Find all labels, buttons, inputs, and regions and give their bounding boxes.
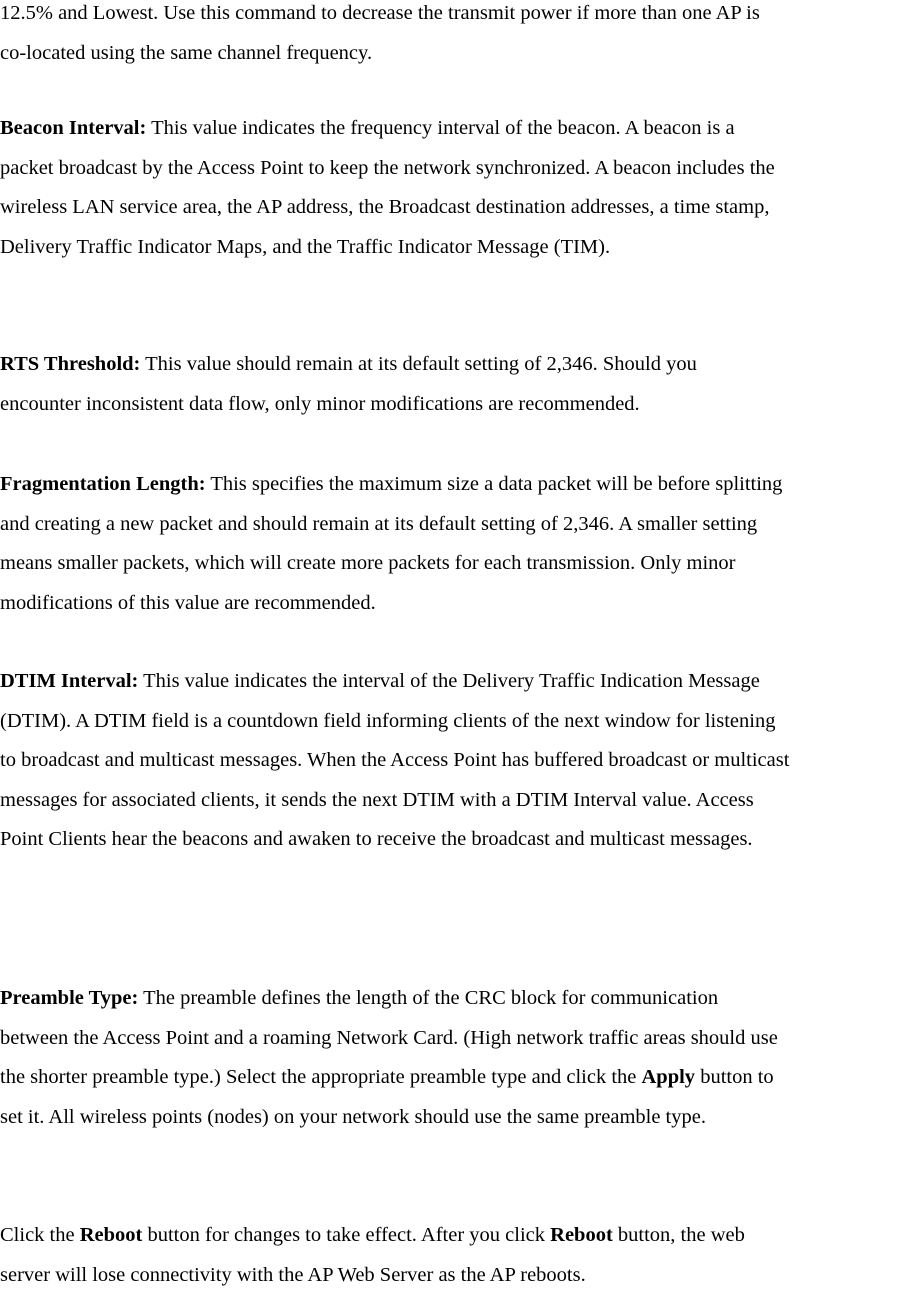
beacon-interval-term: Beacon Interval: — [0, 117, 147, 139]
intro-paragraph — [0, 0, 924, 73]
text-line: RTS Threshold: This value should remain at its default setting of 2,346. Should you — [0, 353, 697, 375]
text-line: encounter inconsistent data flow, only minor modifications are recommended. — [0, 392, 640, 415]
preamble-type-paragraph — [0, 979, 924, 1137]
text-line: (DTIM). A DTIM field is a countdown field informing clients of the next window for listening — [0, 709, 776, 732]
rts-threshold-paragraph — [0, 345, 924, 424]
text-line: 12.5% and Lowest. Use this command to decrease the transmit power if more than one AP is — [0, 2, 760, 24]
rts-threshold-term: RTS Threshold: — [0, 353, 141, 375]
text-line: packet broadcast by the Access Point to keep the network synchronized. A beacon includes the — [0, 156, 775, 179]
reboot-button-reference: Reboot — [79, 1224, 143, 1246]
reboot-button-reference: Reboot — [550, 1224, 613, 1246]
beacon-interval-paragraph — [0, 109, 924, 267]
text-line: wireless LAN service area, the AP address, the Broadcast destination addresses, a time stamp, — [0, 196, 770, 219]
text-line: means smaller packets, which will create more packets for each transmission. Only minor — [0, 552, 736, 575]
text-line: modifications of this value are recommended. — [0, 591, 376, 614]
text-line: co-located using the same channel frequency. — [0, 41, 373, 64]
dtim-interval-term: DTIM Interval: — [0, 670, 139, 692]
apply-button-reference: Apply — [641, 1066, 696, 1089]
text-line: Preamble Type: The preamble defines the length of the CRC block for communication — [0, 987, 719, 1009]
text-line: Fragmentation Length: This specifies the maximum size a data packet will be before splitting — [0, 473, 783, 495]
text-line: set it. All wireless points (nodes) on your network should use the same preamble type. — [0, 1105, 706, 1128]
reboot-paragraph — [0, 1216, 924, 1295]
fragmentation-length-paragraph — [0, 465, 924, 623]
text-line: messages for associated clients, it sends the next DTIM with a DTIM Interval value. Access — [0, 788, 754, 811]
text-line: Beacon Interval: This value indicates the frequency interval of the beacon. A beacon is a — [0, 117, 735, 139]
text-line: server will lose connectivity with the AP Web Server as the AP reboots. — [0, 1263, 586, 1286]
text-line: Delivery Traffic Indicator Maps, and the Traffic Indicator Message (TIM). — [0, 235, 611, 258]
text-line: Click the Reboot button for changes to take effect. After you click Reboot button, the web — [0, 1224, 745, 1246]
preamble-type-term: Preamble Type: — [0, 987, 139, 1009]
text-line: between the Access Point and a roaming Network Card. (High network traffic areas should use — [0, 1026, 778, 1049]
dtim-interval-paragraph — [0, 662, 924, 860]
text-line: to broadcast and multicast messages. When the Access Point has buffered broadcast or multicast — [0, 749, 790, 772]
text-line: Point Clients hear the beacons and awaken to receive the broadcast and multicast messages. — [0, 828, 753, 851]
fragmentation-length-term: Fragmentation Length: — [0, 473, 206, 495]
text-line: the shorter preamble type.) Select the appropriate preamble type and click the Apply button to — [0, 1066, 774, 1089]
text-line: DTIM Interval: This value indicates the interval of the Delivery Traffic Indication Message — [0, 670, 760, 692]
text-line: and creating a new packet and should remain at its default setting of 2,346. A smaller setting — [0, 512, 758, 535]
